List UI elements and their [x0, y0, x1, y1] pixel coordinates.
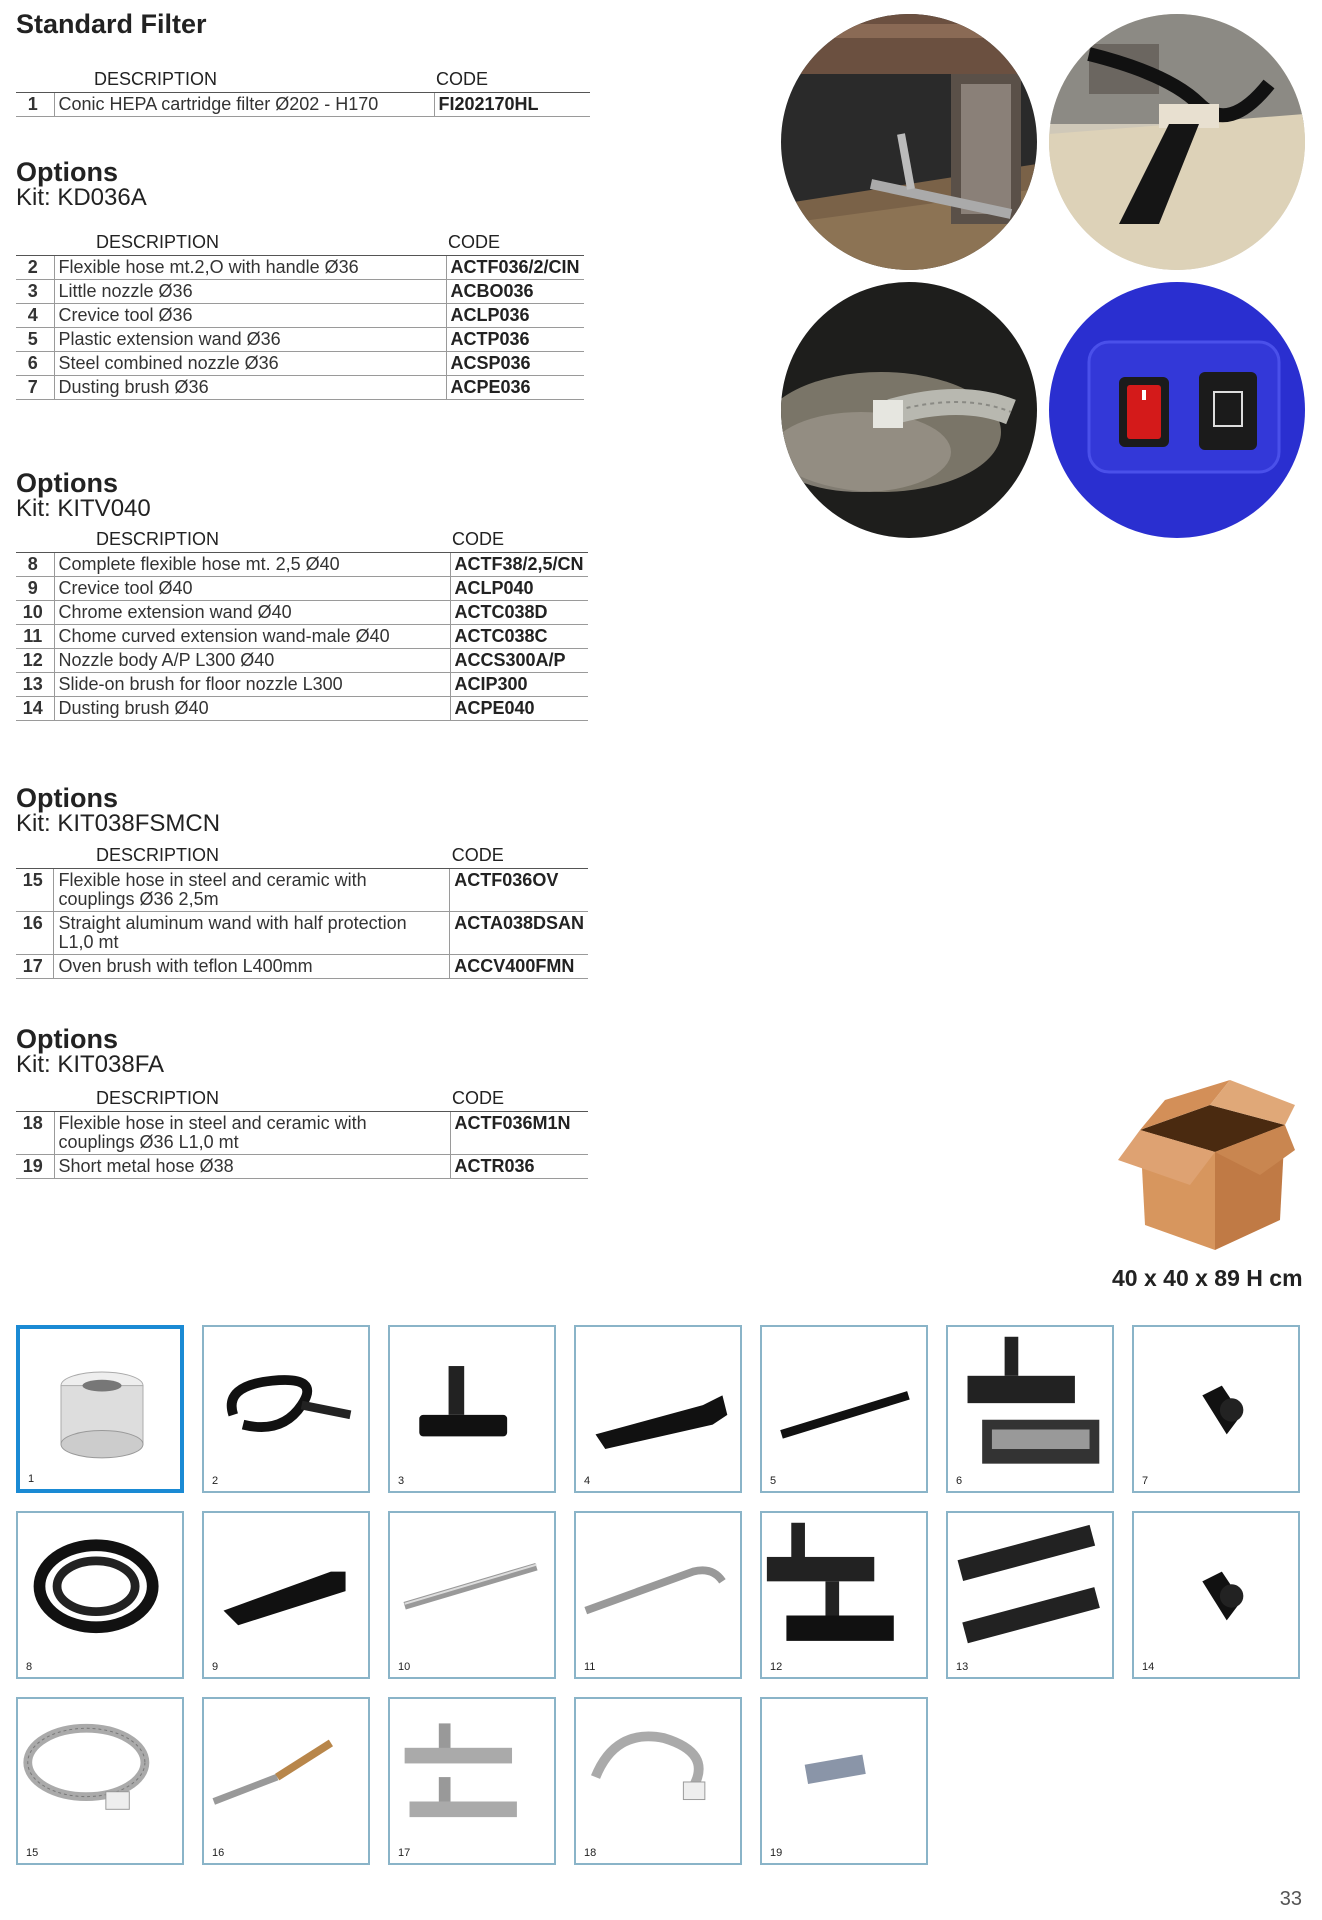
- row-number: 14: [16, 697, 54, 721]
- options-title: Options: [16, 783, 118, 813]
- page-number: 33: [1279, 1888, 1302, 1910]
- row-code: ACPE036: [446, 376, 584, 400]
- steel-ceramic-hose-icon: [18, 1699, 182, 1863]
- table-row: [16, 697, 588, 721]
- row-description: Short metal hose Ø38: [54, 1155, 450, 1179]
- accessory-number: 12: [770, 1661, 783, 1673]
- accessory-tile-15[interactable]: [16, 1697, 184, 1865]
- column-header-code: CODE: [450, 529, 588, 553]
- row-code: ACPE040: [450, 697, 588, 721]
- accessory-number: 18: [584, 1847, 597, 1859]
- table-row: [16, 304, 584, 328]
- row-code: ACCS300A/P: [450, 649, 588, 673]
- slide-on-brush-icon: [948, 1513, 1112, 1677]
- dusting-brush-40-icon: [1134, 1513, 1298, 1677]
- column-header-code: CODE: [450, 1088, 588, 1112]
- row-code: ACTF036M1N: [450, 1112, 588, 1155]
- kit-label: Kit: KD036A: [16, 184, 147, 211]
- accessory-number: 6: [956, 1475, 963, 1487]
- row-number: 7: [16, 376, 54, 400]
- accessory-tile-5[interactable]: [760, 1325, 928, 1493]
- crevice-tool-40-icon: [204, 1513, 368, 1677]
- options-kd036a-table: [16, 232, 584, 400]
- row-description: Complete flexible hose mt. 2,5 Ø40: [54, 553, 450, 577]
- nozzle-body-icon: [762, 1513, 926, 1677]
- row-code: ACLP036: [446, 304, 584, 328]
- row-code: ACTF036OV: [450, 869, 588, 912]
- accessory-tile-7[interactable]: [1132, 1325, 1300, 1493]
- accessory-tile-4[interactable]: [574, 1325, 742, 1493]
- row-description: Conic HEPA cartridge filter Ø202 - H170: [54, 93, 434, 117]
- oven-brush-icon: [390, 1699, 554, 1863]
- accessory-number: 15: [26, 1847, 39, 1859]
- row-code: ACLP040: [450, 577, 588, 601]
- row-description: Straight aluminum wand with half protection L1,0 mt: [54, 912, 450, 955]
- options-kit038fsmcn-table: [16, 845, 588, 979]
- row-number: 18: [16, 1112, 54, 1155]
- accessory-tile-16[interactable]: [202, 1697, 370, 1865]
- accessory-tile-18[interactable]: [574, 1697, 742, 1865]
- accessory-number: 7: [1142, 1475, 1149, 1487]
- accessory-number: 17: [398, 1847, 411, 1859]
- column-header-description: DESCRIPTION: [54, 1088, 450, 1112]
- row-number: 19: [16, 1155, 54, 1179]
- flexible-hose-icon: [18, 1513, 182, 1677]
- row-description: Plastic extension wand Ø36: [54, 328, 446, 352]
- ash-cleaning-photo: [781, 282, 1037, 538]
- row-description: Little nozzle Ø36: [54, 280, 446, 304]
- row-description: Flexible hose in steel and ceramic with couplings Ø36 L1,0 mt: [54, 1112, 450, 1155]
- options-kitv040-table: [16, 529, 588, 721]
- row-number: 5: [16, 328, 54, 352]
- row-description: Crevice tool Ø36: [54, 304, 446, 328]
- kit-label: Kit: KIT038FSMCN: [16, 810, 221, 837]
- row-number: 10: [16, 601, 54, 625]
- table-row: [16, 625, 588, 649]
- row-description: Flexible hose mt.2,O with handle Ø36: [54, 256, 446, 280]
- table-row: [16, 280, 584, 304]
- row-description: Chome curved extension wand-male Ø40: [54, 625, 450, 649]
- short-metal-hose-icon: [762, 1699, 926, 1863]
- row-number: 16: [16, 912, 54, 955]
- row-code: ACIP300: [450, 673, 588, 697]
- accessory-number: 1: [28, 1473, 35, 1485]
- accessory-number: 2: [212, 1475, 219, 1487]
- column-header-code: CODE: [446, 232, 584, 256]
- accessory-tile-14[interactable]: [1132, 1511, 1300, 1679]
- row-number: 3: [16, 280, 54, 304]
- row-number: 11: [16, 625, 54, 649]
- row-code: ACTF036/2/CIN: [446, 256, 584, 280]
- accessory-tile-8[interactable]: [16, 1511, 184, 1679]
- table-row: [16, 352, 584, 376]
- table-row: [16, 93, 590, 117]
- accessory-number: 4: [584, 1475, 591, 1487]
- kit-label: Kit: KIT038FA: [16, 1051, 165, 1078]
- row-code: ACTP036: [446, 328, 584, 352]
- column-header-description: DESCRIPTION: [54, 69, 434, 93]
- accessory-number: 14: [1142, 1661, 1155, 1673]
- accessory-tile-6[interactable]: [946, 1325, 1114, 1493]
- table-row: [16, 328, 584, 352]
- table-row: [16, 1155, 588, 1179]
- row-description: Slide-on brush for floor nozzle L300: [54, 673, 450, 697]
- row-code: ACCV400FMN: [450, 955, 588, 979]
- options-title: Options: [16, 468, 118, 498]
- table-row: [16, 577, 588, 601]
- column-header-description: DESCRIPTION: [54, 845, 450, 869]
- row-description: Flexible hose in steel and ceramic with couplings Ø36 2,5m: [54, 869, 450, 912]
- row-number: 15: [16, 869, 54, 912]
- table-row: [16, 869, 588, 912]
- hose-with-handle-icon: [204, 1327, 368, 1491]
- row-code: ACTR036: [450, 1155, 588, 1179]
- standard-filter-title: Standard Filter: [16, 9, 207, 39]
- row-description: Nozzle body A/P L300 Ø40: [54, 649, 450, 673]
- box-dimensions: 40 x 40 x 89 H cm: [1112, 1265, 1303, 1291]
- curved-wand-icon: [576, 1513, 740, 1677]
- table-row: [16, 256, 584, 280]
- row-code: ACTA038DSAN: [450, 912, 588, 955]
- standard-filter-table: [16, 69, 590, 117]
- accessory-tile-12[interactable]: [760, 1511, 928, 1679]
- table-row: [16, 376, 584, 400]
- table-row: [16, 912, 588, 955]
- oven-cleaning-photo: [781, 14, 1037, 270]
- accessory-number: 8: [26, 1661, 33, 1673]
- column-header-description: DESCRIPTION: [54, 232, 446, 256]
- column-header-description: DESCRIPTION: [54, 529, 450, 553]
- accessory-tile-9[interactable]: [202, 1511, 370, 1679]
- table-row: [16, 673, 588, 697]
- row-number: 17: [16, 955, 54, 979]
- row-code: ACSP036: [446, 352, 584, 376]
- accessory-tile-3[interactable]: [388, 1325, 556, 1493]
- accessory-number: 3: [398, 1475, 405, 1487]
- row-code: ACTC038D: [450, 601, 588, 625]
- accessory-tile-19[interactable]: [760, 1697, 928, 1865]
- row-number: 8: [16, 553, 54, 577]
- column-header-code: CODE: [434, 69, 590, 93]
- row-code: ACBO036: [446, 280, 584, 304]
- dusting-brush-icon: [1134, 1327, 1298, 1491]
- chrome-wand-icon: [390, 1513, 554, 1677]
- accessory-number: 13: [956, 1661, 969, 1673]
- accessory-number: 10: [398, 1661, 411, 1673]
- options-title: Options: [16, 157, 118, 187]
- table-row: [16, 553, 588, 577]
- row-code: FI202170HL: [434, 93, 590, 117]
- accessory-tile-2[interactable]: [202, 1325, 370, 1493]
- accessory-tile-1[interactable]: [16, 1325, 184, 1493]
- row-description: Crevice tool Ø40: [54, 577, 450, 601]
- switch-panel-photo: [1049, 282, 1305, 538]
- row-description: Oven brush with teflon L400mm: [54, 955, 450, 979]
- options-kit038fa-table: [16, 1088, 588, 1179]
- row-description: Steel combined nozzle Ø36: [54, 352, 446, 376]
- kit-label: Kit: KITV040: [16, 495, 151, 522]
- accessory-number: 11: [584, 1661, 596, 1673]
- steel-ceramic-hose-short-icon: [576, 1699, 740, 1863]
- row-code: ACTC038C: [450, 625, 588, 649]
- table-row: [16, 955, 588, 979]
- little-nozzle-icon: [390, 1327, 554, 1491]
- row-number: 4: [16, 304, 54, 328]
- row-number: 1: [16, 93, 54, 117]
- cardboard-box-icon: [1110, 1080, 1300, 1255]
- accessory-number: 5: [770, 1475, 777, 1487]
- row-description: Chrome extension wand Ø40: [54, 601, 450, 625]
- row-number: 9: [16, 577, 54, 601]
- aluminum-wand-icon: [204, 1699, 368, 1863]
- crevice-tool-icon: [576, 1327, 740, 1491]
- table-row: [16, 649, 588, 673]
- plastic-wand-icon: [762, 1327, 926, 1491]
- accessory-tile-11[interactable]: [574, 1511, 742, 1679]
- accessory-tile-10[interactable]: [388, 1511, 556, 1679]
- accessory-tile-17[interactable]: [388, 1697, 556, 1865]
- row-number: 2: [16, 256, 54, 280]
- combined-nozzle-icon: [948, 1327, 1112, 1491]
- accessory-tile-13[interactable]: [946, 1511, 1114, 1679]
- row-number: 13: [16, 673, 54, 697]
- row-number: 12: [16, 649, 54, 673]
- accessory-number: 16: [212, 1847, 225, 1859]
- hepa-filter-icon: [20, 1329, 184, 1493]
- row-number: 6: [16, 352, 54, 376]
- accessory-number: 9: [212, 1661, 219, 1673]
- row-description: Dusting brush Ø40: [54, 697, 450, 721]
- column-header-code: CODE: [450, 845, 588, 869]
- accessory-number: 19: [770, 1847, 783, 1859]
- options-title: Options: [16, 1024, 118, 1054]
- table-row: [16, 601, 588, 625]
- row-description: Dusting brush Ø36: [54, 376, 446, 400]
- floor-vacuuming-photo: [1049, 14, 1305, 270]
- row-code: ACTF38/2,5/CN: [450, 553, 588, 577]
- table-row: [16, 1112, 588, 1155]
